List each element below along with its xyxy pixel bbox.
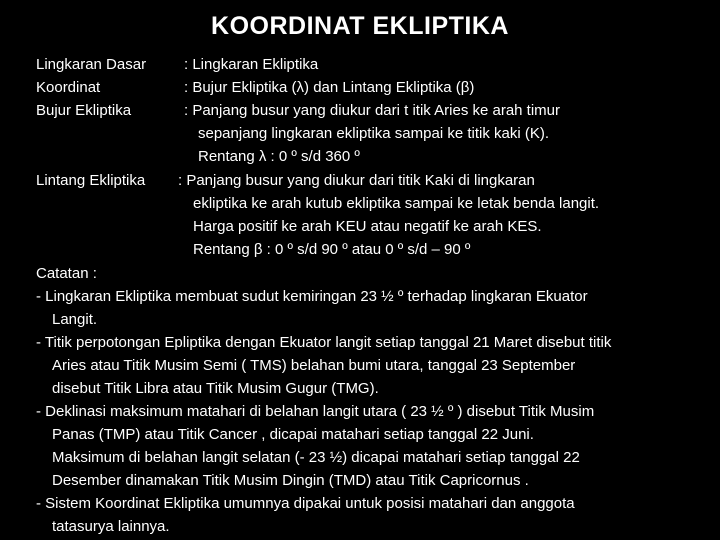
note-2-line-2: Aries atau Titik Musim Semi ( TMS) belahan bumi utara, tanggal 23 September xyxy=(52,357,576,374)
term-lintang-ekliptika: Lintang Ekliptika xyxy=(36,172,146,189)
def-koordinat: : Bujur Ekliptika (λ) dan Lintang Ekliptika (β) xyxy=(184,79,475,96)
note-2-line-3: disebut Titik Libra atau Titik Musim Gugur (TMG). xyxy=(52,380,379,397)
note-1-line-1: - Lingkaran Ekliptika membuat sudut kemiringan 23 ½ º terhadap lingkaran Ekuator xyxy=(36,288,588,305)
notes-heading: Catatan : xyxy=(36,265,97,282)
def-lintang-line-2: ekliptika ke arah kutub ekliptika sampai ke letak benda langit. xyxy=(193,195,600,212)
note-3-line-3: Maksimum di belahan langit selatan (- 23 ½) dicapai matahari setiap tanggal 22 xyxy=(52,449,580,466)
term-lingkaran-dasar: Lingkaran Dasar xyxy=(36,56,147,73)
note-3-line-4: Desember dinamakan Titik Musim Dingin (TMD) atau Titik Capricornus . xyxy=(52,472,529,489)
note-4-line-1: - Sistem Koordinat Ekliptika umumnya dipakai untuk posisi matahari dan anggota xyxy=(36,495,575,512)
term-bujur-ekliptika: Bujur Ekliptika xyxy=(36,102,132,119)
def-bujur-line-3: Rentang λ : 0 º s/d 360 º xyxy=(198,148,360,165)
note-3-line-2: Panas (TMP) atau Titik Cancer , dicapai matahari setiap tanggal 22 Juni. xyxy=(52,426,534,443)
note-3-line-1: - Deklinasi maksimum matahari di belahan langit utara ( 23 ½ º ) disebut Titik Musim xyxy=(36,403,595,420)
def-lintang-line-4: Rentang β : 0 º s/d 90 º atau 0 º s/d – 90 º xyxy=(193,241,471,258)
def-bujur-line-2: sepanjang lingkaran ekliptika sampai ke titik kaki (K). xyxy=(198,125,549,142)
def-lintang-line-1: : Panjang busur yang diukur dari titik Kaki di lingkaran xyxy=(178,172,535,189)
term-koordinat: Koordinat xyxy=(36,79,101,96)
note-4-line-2: tatasurya lainnya. xyxy=(52,518,170,535)
note-2-line-1: - Titik perpotongan Epliptika dengan Ekuator langit setiap tanggal 21 Maret disebut titik xyxy=(36,334,612,351)
def-bujur-line-1: : Panjang busur yang diukur dari t itik Aries ke arah timur xyxy=(184,102,561,119)
slide-title: KOORDINAT EKLIPTIKA xyxy=(211,12,509,40)
def-lingkaran-dasar: : Lingkaran Ekliptika xyxy=(184,56,319,73)
def-lintang-line-3: Harga positif ke arah KEU atau negatif ke arah KES. xyxy=(193,218,542,235)
note-1-line-2: Langit. xyxy=(52,311,98,328)
